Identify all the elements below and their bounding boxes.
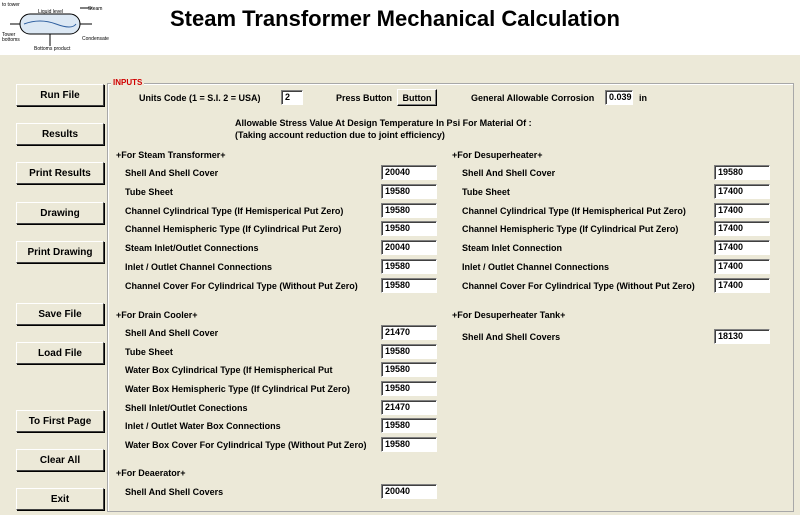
ds-channel-connections-input[interactable]: 17400 bbox=[714, 259, 770, 274]
desuperheater-tank-section-title: +For Desuperheater Tank+ bbox=[452, 310, 566, 320]
diagram-label-bottoms: bottoms bbox=[2, 37, 20, 43]
diagram-label-bottoms-product: Bottoms product bbox=[34, 46, 71, 52]
dc-water-box-hemispheric-label: Water Box Hemispheric Type (If Cylindrical Put Zero) bbox=[125, 384, 351, 394]
units-code-label: Units Code (1 = S.I. 2 = USA) bbox=[139, 93, 261, 103]
st-channel-cylindrical-input[interactable]: 19580 bbox=[381, 203, 437, 218]
diagram-label-to-tower: to tower bbox=[2, 2, 20, 8]
corrosion-input[interactable]: 0.039 bbox=[605, 90, 633, 105]
ds-channel-cover-input[interactable]: 17400 bbox=[714, 278, 770, 293]
dc-shell-connections-input[interactable]: 21470 bbox=[381, 400, 437, 415]
stress-note-line-1: Allowable Stress Value At Design Temperature In Psi For Material Of : bbox=[235, 118, 532, 128]
st-channel-connections-label: Inlet / Outlet Channel Connections bbox=[125, 262, 273, 272]
diagram-label-tower: Tower bbox=[2, 32, 16, 38]
dc-water-box-cover-label: Water Box Cover For Cylindrical Type (Without Put Zero) bbox=[125, 440, 367, 450]
dc-tube-sheet-label: Tube Sheet bbox=[125, 347, 173, 357]
ds-channel-cover-label: Channel Cover For Cylindrical Type (Without Put Zero) bbox=[462, 281, 695, 291]
corrosion-unit-label: in bbox=[639, 93, 647, 103]
st-steam-connections-input[interactable]: 20040 bbox=[381, 240, 437, 255]
ds-shell-cover-label: Shell And Shell Cover bbox=[462, 168, 556, 178]
ds-shell-cover-input[interactable]: 19580 bbox=[714, 165, 770, 180]
header-bar bbox=[0, 0, 800, 55]
units-code-input[interactable]: 2 bbox=[281, 90, 303, 105]
desuperheater-section-title: +For Desuperheater+ bbox=[452, 150, 543, 160]
print-drawing-button[interactable]: Print Drawing bbox=[16, 241, 104, 263]
exit-button[interactable]: Exit bbox=[16, 488, 104, 510]
ds-channel-cylindrical-label: Channel Cylindrical Type (If Hemispherical Put Zero) bbox=[462, 206, 686, 216]
run-file-button[interactable]: Run File bbox=[16, 84, 104, 106]
ds-channel-connections-label: Inlet / Outlet Channel Connections bbox=[462, 262, 610, 272]
inputs-frame-label: INPUTS bbox=[113, 78, 143, 87]
dc-water-box-cylindrical-input[interactable]: 19580 bbox=[381, 362, 437, 377]
dc-tube-sheet-input[interactable]: 19580 bbox=[381, 344, 437, 359]
ds-channel-cylindrical-input[interactable]: 17400 bbox=[714, 203, 770, 218]
ds-tube-sheet-input[interactable]: 17400 bbox=[714, 184, 770, 199]
dc-shell-connections-label: Shell Inlet/Outlet Conections bbox=[125, 403, 248, 413]
clear-all-button[interactable]: Clear All bbox=[16, 449, 104, 471]
ds-tube-sheet-label: Tube Sheet bbox=[462, 187, 510, 197]
st-channel-cylindrical-label: Channel Cylindrical Type (If Hemisperical Put Zero) bbox=[125, 206, 344, 216]
dc-shell-cover-label: Shell And Shell Cover bbox=[125, 328, 219, 338]
ds-channel-hemispheric-input[interactable]: 17400 bbox=[714, 221, 770, 236]
load-file-button[interactable]: Load File bbox=[16, 342, 104, 364]
ds-steam-inlet-label: Steam Inlet Connection bbox=[462, 243, 563, 253]
st-channel-hemispheric-input[interactable]: 19580 bbox=[381, 221, 437, 236]
results-button[interactable]: Results bbox=[16, 123, 104, 145]
drain-cooler-section-title: +For Drain Cooler+ bbox=[116, 310, 198, 320]
press-button[interactable]: Button bbox=[397, 89, 437, 106]
diagram-label-steam: Steam bbox=[88, 6, 103, 12]
st-channel-hemispheric-label: Channel Hemispheric Type (If Cylindrical Put Zero) bbox=[125, 224, 342, 234]
dc-water-box-cover-input[interactable]: 19580 bbox=[381, 437, 437, 452]
st-shell-cover-input[interactable]: 20040 bbox=[381, 165, 437, 180]
steam-transformer-section-title: +For Steam Transformer+ bbox=[116, 150, 226, 160]
dc-water-box-connections-input[interactable]: 19580 bbox=[381, 418, 437, 433]
save-file-button[interactable]: Save File bbox=[16, 303, 104, 325]
heat-exchanger-diagram-icon bbox=[0, 0, 118, 52]
deaerator-section-title: +For Deaerator+ bbox=[116, 468, 186, 478]
print-results-button[interactable]: Print Results bbox=[16, 162, 104, 184]
dt-shell-covers-label: Shell And Shell Covers bbox=[462, 332, 561, 342]
dc-water-box-cylindrical-label: Water Box Cylindrical Type (If Hemispherical Put bbox=[125, 365, 333, 375]
st-steam-connections-label: Steam Inlet/Outlet Connections bbox=[125, 243, 259, 253]
dc-shell-cover-input[interactable]: 21470 bbox=[381, 325, 437, 340]
ds-channel-hemispheric-label: Channel Hemispheric Type (If Cylindrical Put Zero) bbox=[462, 224, 679, 234]
diagram-label-liquid-level: Liquid level bbox=[38, 9, 64, 15]
stress-note-line-2: (Taking account reduction due to joint efficiency) bbox=[235, 130, 445, 140]
de-shell-covers-label: Shell And Shell Covers bbox=[125, 487, 224, 497]
page-title: Steam Transformer Mechanical Calculation bbox=[170, 6, 620, 31]
to-first-page-button[interactable]: To First Page bbox=[16, 410, 104, 432]
st-tube-sheet-input[interactable]: 19580 bbox=[381, 184, 437, 199]
st-channel-connections-input[interactable]: 19580 bbox=[381, 259, 437, 274]
de-shell-covers-input[interactable]: 20040 bbox=[381, 484, 437, 499]
dt-shell-covers-input[interactable]: 18130 bbox=[714, 329, 770, 344]
press-button-label: Press Button bbox=[336, 93, 393, 103]
dc-water-box-hemispheric-input[interactable]: 19580 bbox=[381, 381, 437, 396]
st-channel-cover-input[interactable]: 19580 bbox=[381, 278, 437, 293]
diagram-label-condensate: Condensate bbox=[82, 36, 109, 42]
ds-steam-inlet-input[interactable]: 17400 bbox=[714, 240, 770, 255]
corrosion-label: General Allowable Corrosion bbox=[471, 93, 595, 103]
st-channel-cover-label: Channel Cover For Cylindrical Type (Without Put Zero) bbox=[125, 281, 358, 291]
st-shell-cover-label: Shell And Shell Cover bbox=[125, 168, 219, 178]
drawing-button[interactable]: Drawing bbox=[16, 202, 104, 224]
dc-water-box-connections-label: Inlet / Outlet Water Box Connections bbox=[125, 421, 281, 431]
st-tube-sheet-label: Tube Sheet bbox=[125, 187, 173, 197]
